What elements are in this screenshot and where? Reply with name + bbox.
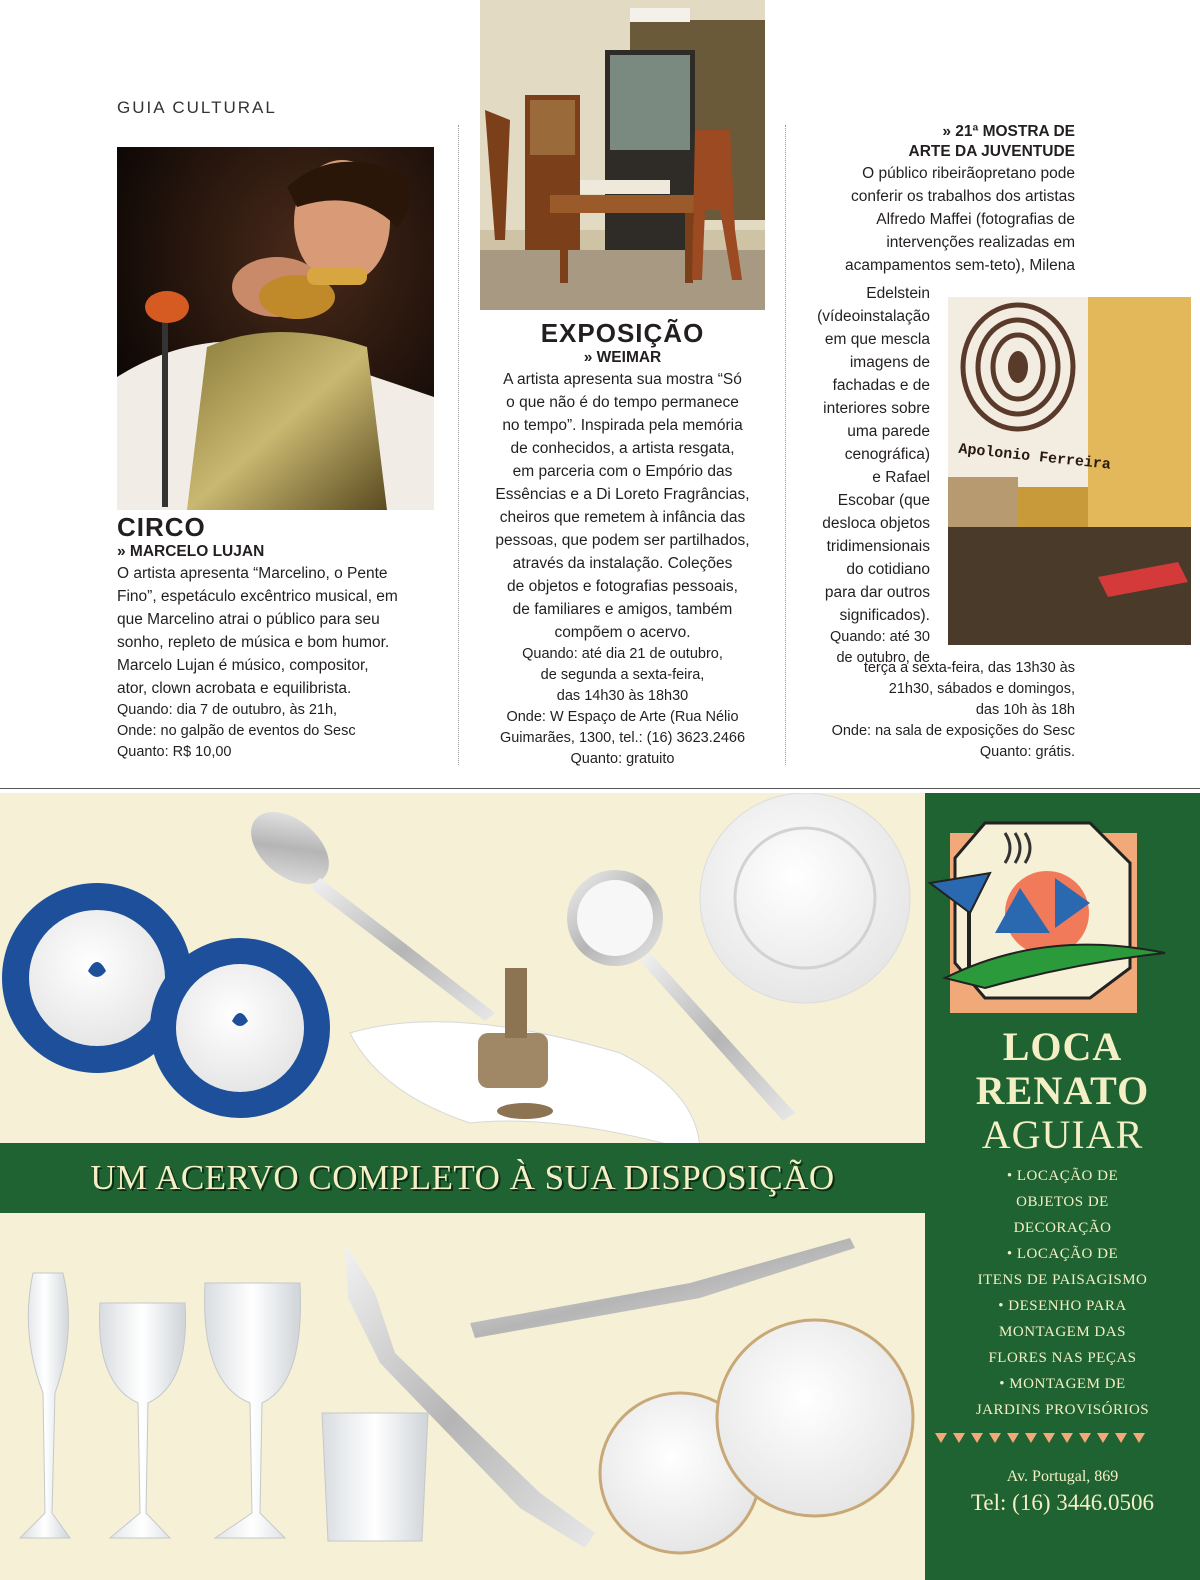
circo-article: [117, 512, 447, 763]
mostra-body-line: Edelstein: [866, 285, 930, 302]
mostra-body-line: (vídeoinstalação: [817, 308, 930, 325]
mostra-article-narrow: [790, 282, 930, 669]
exposicao-detail: Quando: até dia 21 de outubro,: [522, 646, 723, 662]
mostra-body-line: em que mescla: [824, 331, 930, 348]
mostra-body-line: tridimensionais: [826, 538, 930, 555]
exposicao-body-line: Essências e a Di Loreto Fragrâncias,: [495, 486, 750, 503]
mostra-body-line: para dar outros: [824, 584, 930, 601]
service-line: • MONTAGEM DE: [999, 1376, 1126, 1392]
exposicao-body-line: o que não é do tempo permanece: [506, 394, 739, 411]
service-line: • DESENHO PARA: [998, 1298, 1127, 1314]
circo-body-line: que Marcelino atrai o público para seu: [117, 611, 380, 628]
company-name-line: RENATO: [975, 1068, 1150, 1113]
service-line: • LOCAÇÃO DE: [1006, 1246, 1119, 1262]
mostra-body-line: Alfredo Maffei (fotografias de: [876, 211, 1075, 228]
mostra-article-top: [790, 122, 1075, 277]
exposicao-detail: Quanto: gratuito: [570, 751, 675, 767]
exposicao-body-line: de objetos e fotografias pessoais,: [507, 578, 738, 595]
service-line: JARDINS PROVISÓRIOS: [975, 1402, 1150, 1418]
exposicao-body-line: de familiares e amigos, também: [512, 601, 733, 618]
mostra-body-line: Escobar (que: [837, 492, 930, 509]
circo-body-line: O artista apresenta “Marcelino, o Pente: [117, 565, 388, 582]
section-divider: [0, 788, 1200, 789]
advertisement: [0, 793, 1200, 1580]
service-line: OBJETOS DE: [1016, 1194, 1109, 1210]
service-line: FLORES NAS PEÇAS: [988, 1350, 1137, 1366]
mostra-body-line: acampamentos sem-teto), Milena: [844, 257, 1075, 274]
circo-detail: Onde: no galpão de eventos do Sesc: [117, 723, 356, 739]
mostra-body-line: imagens de: [849, 354, 930, 371]
exposicao-heading: EXPOSIÇÃO: [540, 318, 705, 348]
service-line: MONTAGEM DAS: [999, 1324, 1126, 1340]
mostra-body-line: significados).: [839, 607, 930, 624]
mostra-body-line: intervenções realizadas em: [886, 234, 1075, 251]
slogan-banner: [0, 1143, 925, 1213]
mostra-heading-line: » 21ª MOSTRA DE: [942, 123, 1075, 140]
company-name-line: LOCA: [1002, 1024, 1123, 1069]
circo-detail: Quando: dia 7 de outubro, às 21h,: [117, 702, 338, 718]
circus-photo: [117, 147, 434, 510]
circo-heading: CIRCO: [117, 512, 206, 542]
company-panel: [925, 793, 1200, 1580]
exposicao-body-line: pessoas, que podem ser partilhados,: [495, 532, 750, 549]
mostra-detail: das 10h às 18h: [975, 702, 1075, 718]
exposicao-body-line: de conhecidos, a artista resgata,: [510, 440, 735, 457]
circo-body-line: Fino”, espetáculo excêntrico musical, em: [117, 588, 398, 605]
exposicao-body-line: no tempo”. Inspirada pela memória: [502, 417, 743, 434]
exposicao-detail: Guimarães, 1300, tel.: (16) 3623.2466: [499, 730, 746, 746]
exposicao-body-line: compõem o acervo.: [554, 624, 691, 641]
company-phone: Tel: (16) 3446.0506: [970, 1490, 1154, 1515]
mostra-body-line: interiores sobre: [823, 400, 930, 417]
exposicao-article: [470, 318, 775, 770]
mostra-detail: Quanto: grátis.: [979, 744, 1075, 760]
triangle-divider: [925, 1431, 1200, 1447]
service-line: • LOCAÇÃO DE: [1006, 1168, 1119, 1184]
column-divider: [785, 125, 786, 765]
circo-body-line: ator, clown acrobata e equilibrista.: [117, 680, 352, 697]
mostra-detail: terça a sexta-feira, das 13h30 às: [863, 660, 1075, 676]
exhibition-photo: [480, 0, 765, 310]
exposicao-body-line: através da instalação. Coleções: [512, 555, 733, 572]
service-line: ITENS DE PAISAGISMO: [977, 1272, 1148, 1288]
company-name: [925, 1025, 1200, 1157]
circo-subheading: » MARCELO LUJAN: [117, 543, 265, 560]
mostra-body-line: e Rafael: [872, 469, 930, 486]
section-label: GUIA CULTURAL: [117, 98, 277, 117]
mostra-body-line: conferir os trabalhos dos artistas: [851, 188, 1075, 205]
exposicao-body-line: em parceria com o Empório das: [512, 463, 733, 480]
exposicao-body-line: cheiros que remetem à infância das: [499, 509, 746, 526]
artwork-caption: Apolonio Ferreira: [957, 440, 1112, 474]
exposicao-detail: das 14h30 às 18h30: [556, 688, 689, 704]
company-logo: [925, 803, 1200, 1013]
mostra-detail: Onde: na sala de exposições do Sesc: [831, 723, 1075, 739]
mostra-body-line: O público ribeirãopretano pode: [862, 165, 1075, 182]
circo-body-line: sonho, repleto de música e bom humor.: [117, 634, 390, 651]
mostra-body-line: desloca objetos: [822, 515, 930, 532]
slogan-text: UM ACERVO COMPLETO À SUA DISPOSIÇÃO: [90, 1158, 835, 1197]
mostra-detail: de outubro, de: [836, 650, 930, 666]
mostra-artwork-photo: [948, 297, 1191, 645]
service-line: DECORAÇÃO: [1013, 1220, 1112, 1236]
mostra-body-line: uma parede: [847, 423, 930, 440]
mostra-body-line: cenográfica): [844, 446, 930, 463]
mostra-body-line: fachadas e de: [832, 377, 930, 394]
circo-body-line: Marcelo Lujan é músico, compositor,: [117, 657, 369, 674]
mostra-detail: 21h30, sábados e domingos,: [888, 681, 1075, 697]
mostra-heading-line: ARTE DA JUVENTUDE: [908, 143, 1075, 160]
mostra-detail: Quando: até 30: [830, 629, 930, 645]
company-address: Av. Portugal, 869: [1006, 1468, 1119, 1485]
circo-detail: Quanto: R$ 10,00: [117, 744, 232, 760]
exposicao-detail: Onde: W Espaço de Arte (Rua Nélio: [506, 709, 739, 725]
services-list: [925, 1163, 1200, 1423]
mostra-body-line: do cotidiano: [846, 561, 930, 578]
exposicao-detail: de segunda a sexta-feira,: [540, 667, 705, 683]
company-name-line: AGUIAR: [981, 1112, 1144, 1157]
column-divider: [458, 125, 459, 765]
mostra-article-bottom: [790, 658, 1075, 763]
exposicao-body-line: A artista apresenta sua mostra “Só: [503, 371, 742, 388]
exposicao-subheading: » WEIMAR: [583, 349, 662, 366]
